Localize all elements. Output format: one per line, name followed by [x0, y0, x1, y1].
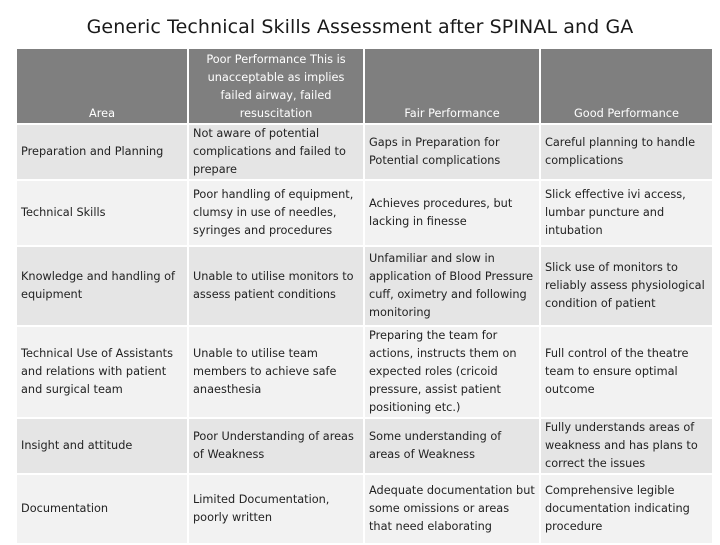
header-fair: Fair Performance [364, 48, 540, 124]
poor-cell: Poor handling of equipment, clumsy in use of needles, syringes and procedures [188, 180, 364, 246]
table-row [16, 418, 713, 474]
header-poor: Poor Performance This is unacceptable as implies failed airway, failed resuscitation [188, 48, 364, 124]
fair-cell: Unfamiliar and slow in application of Blood Pressure cuff, oximetry and following monitoring [364, 246, 540, 326]
table-row [16, 246, 713, 326]
fair-cell: Achieves procedures, but lacking in finesse [364, 180, 540, 246]
assessment-table [15, 47, 714, 545]
area-cell: Knowledge and handling of equipment [16, 246, 188, 326]
area-cell: Technical Use of Assistants and relations with patient and surgical team [16, 326, 188, 418]
fair-cell: Adequate documentation but some omissions or areas that need elaborating [364, 474, 540, 544]
table-row [16, 124, 713, 180]
good-cell: Full control of the theatre team to ensure optimal outcome [540, 326, 713, 418]
poor-cell: Limited Documentation, poorly written [188, 474, 364, 544]
area-cell: Technical Skills [16, 180, 188, 246]
good-cell: Careful planning to handle complications [540, 124, 713, 180]
good-cell: Slick effective ivi access, lumbar puncture and intubation [540, 180, 713, 246]
area-cell: Documentation [16, 474, 188, 544]
header-area: Area [16, 48, 188, 124]
good-cell: Fully understands areas of weakness and has plans to correct the issues [540, 418, 713, 474]
fair-cell: Some understanding of areas of Weakness [364, 418, 540, 474]
header-good: Good Performance [540, 48, 713, 124]
header-row [16, 48, 713, 124]
poor-cell: Unable to utilise team members to achieve safe anaesthesia [188, 326, 364, 418]
poor-cell: Poor Understanding of areas of Weakness [188, 418, 364, 474]
fair-cell: Gaps in Preparation for Potential complications [364, 124, 540, 180]
page-title: Generic Technical Skills Assessment after SPINAL and GA [86, 16, 634, 38]
table-row [16, 180, 713, 246]
area-cell: Preparation and Planning [16, 124, 188, 180]
table-row [16, 326, 713, 418]
area-cell: Insight and attitude [16, 418, 188, 474]
poor-cell: Unable to utilise monitors to assess patient conditions [188, 246, 364, 326]
fair-cell: Preparing the team for actions, instructs them on expected roles (cricoid pressure, assist patient positioning etc.) [364, 326, 540, 418]
poor-cell: Not aware of potential complications and failed to prepare [188, 124, 364, 180]
good-cell: Comprehensive legible documentation indicating procedure [540, 474, 713, 544]
good-cell: Slick use of monitors to reliably assess physiological condition of patient [540, 246, 713, 326]
table-row [16, 474, 713, 544]
